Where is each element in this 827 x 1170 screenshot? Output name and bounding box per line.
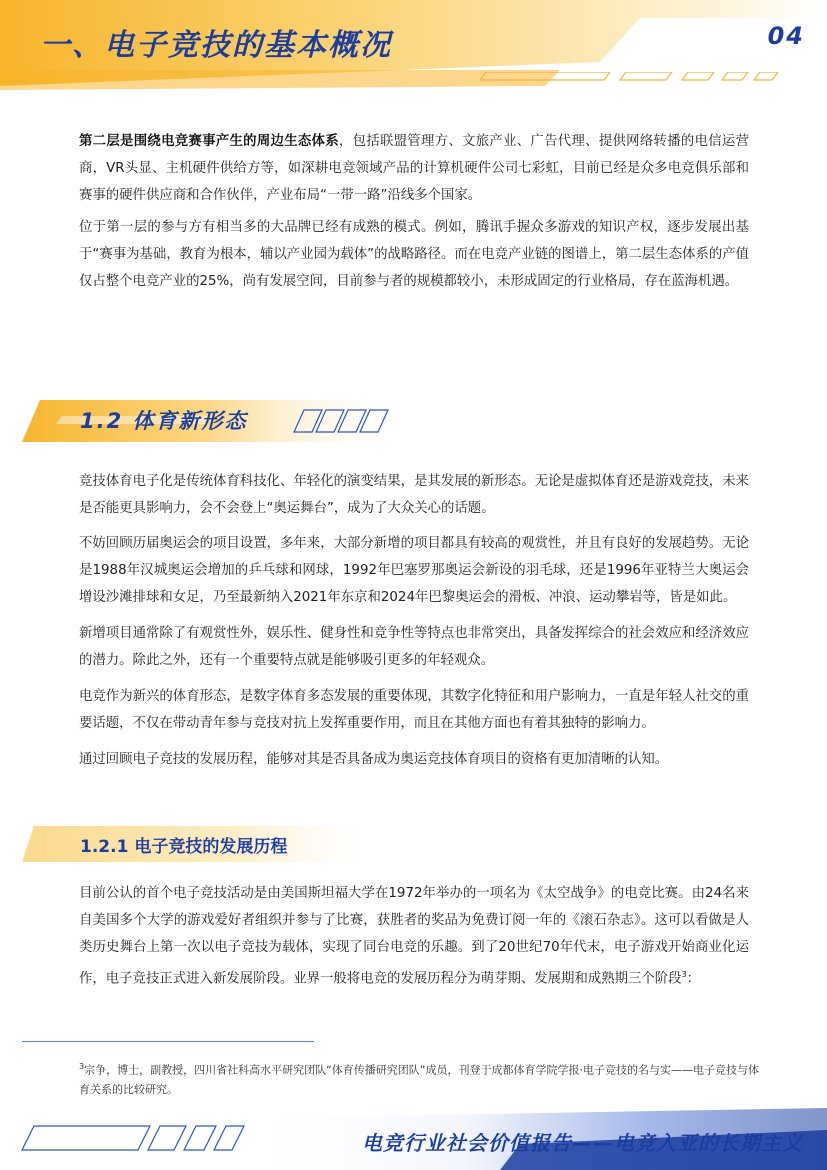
section-title: 1.2 体育新形态 bbox=[80, 409, 248, 433]
paragraph-section-4: 电竞作为新兴的体育形态，是数字体育多态发展的重要体现，其数字化特征和用户影响力，一直是年轻人社交的重要话题，不仅在带动青年参与竞技对抗上发挥重要作用，而且在其他方面也有着其独特的影响力。 bbox=[79, 689, 749, 731]
footer-report-title: 电竞行业社会价值报告——电竞入亚的长期主义 bbox=[362, 1131, 803, 1155]
paragraph-text-end: ： bbox=[686, 971, 701, 987]
page-header bbox=[0, 0, 827, 90]
footnote-text: 宗争，博士，副教授，四川省社科高水平研究团队“体育传播研究团队”成员，刊登于成都体育学院学报·电子竞技的名与实——电子竞技与体育关系的比较研究。 bbox=[79, 1063, 759, 1096]
footnote-reference[interactable]: 3 bbox=[681, 970, 687, 979]
paragraph-section-3: 新增项目通常除了有观赏性外，娱乐性、健身性和竞争性等特点也非常突出，具备发挥综合的社会效应和经济效应的潜力。除此之外，还有一个重要特点就是能够吸引更多的年轻观众。 bbox=[79, 626, 749, 668]
paragraph-text: ，包括联盟管理方、文旅产业、广告代理、提供网络转播的电信运营商，VR头显、主机硬件供给方等，如深耕电竞领域产品的计算机硬件公司七彩虹，目前已经是众多电竞俱乐部和赛事的硬件供应商和合作伙伴，产业布局“一带一路”沿线多个国家。 bbox=[79, 134, 749, 203]
paragraph-lead-bold: 第二层是围绕电竞赛事产生的周边生态体系 bbox=[79, 134, 339, 149]
footnote-divider bbox=[22, 1041, 314, 1042]
subsection-title: 1.2.1 电子竞技的发展历程 bbox=[80, 837, 288, 857]
paragraph-text: 目前公认的首个电子竞技活动是由美国斯坦福大学在1972年举办的一项名为《太空战争》的电竞比赛。由24名来自美国多个大学的游戏爱好者组织并参与了比赛，获胜者的奖品为免费订阅一年的《滚石杂志》。这可以看做是人类历史舞台上第一次以电子竞技为载体，实现了同台电竞的乐趣。到了20世纪70年代末，电子游戏开始商业化运作，电子竞技正式进入新发展阶段。业界一般将电竞的发展历程分为萌芽期、发展期和成熟期三个阶段 bbox=[79, 886, 749, 987]
footnote-marker: 3 bbox=[79, 1062, 85, 1071]
paragraph-section-1: 竞技体育电子化是传统体育科技化、年轻化的演变结果，是其发展的新形态。无论是虚拟体育还是游戏竞技，未来是否能更具影响力，会不会登上“奥运舞台”，成为了大众关心的话题。 bbox=[79, 474, 749, 516]
footnote bbox=[79, 1057, 759, 1099]
paragraph-section-2: 不妨回顾历届奥运会的项目设置，多年来，大部分新增的项目都具有较高的观赏性，并且有良好的发展趋势。无论是1988年汉城奥运会增加的乒乓球和网球，1992年巴塞罗那奥运会新设的羽毛球，还是1996年亚特兰大奥运会增设沙滩排球和女足，乃至最新纳入2021年东京和2024年巴黎奥运会的滑板、冲浪、运动攀岩等，皆是如此。 bbox=[79, 536, 749, 605]
paragraph-section-5: 通过回顾电子竞技的发展历程，能够对其是否具备成为奥运竞技体育项目的资格有更加清晰的认知。 bbox=[79, 752, 669, 767]
header-stripes-decoration bbox=[480, 72, 780, 84]
paragraph-ecosystem-second-layer bbox=[79, 128, 749, 209]
paragraph-ecosystem-first-layer: 位于第一层的参与方有相当多的大品牌已经有成熟的模式。例如，腾讯手握众多游戏的知识产权，逐步发展出基于“赛事为基础，教育为根本，辅以产业园为载体”的战略路径。而在电竞产业链的图谱上，第二层生态体系的产值仅占整个电竞产业的25%，尚有发展空间，目前参与者的规模都较小，未形成固定的行业格局，存在蓝海机遇。 bbox=[79, 220, 750, 289]
chapter-title: 一、电子竞技的基本概况 bbox=[40, 28, 392, 63]
paragraph-esports-history bbox=[79, 880, 749, 992]
page-number: 04 bbox=[767, 22, 805, 50]
